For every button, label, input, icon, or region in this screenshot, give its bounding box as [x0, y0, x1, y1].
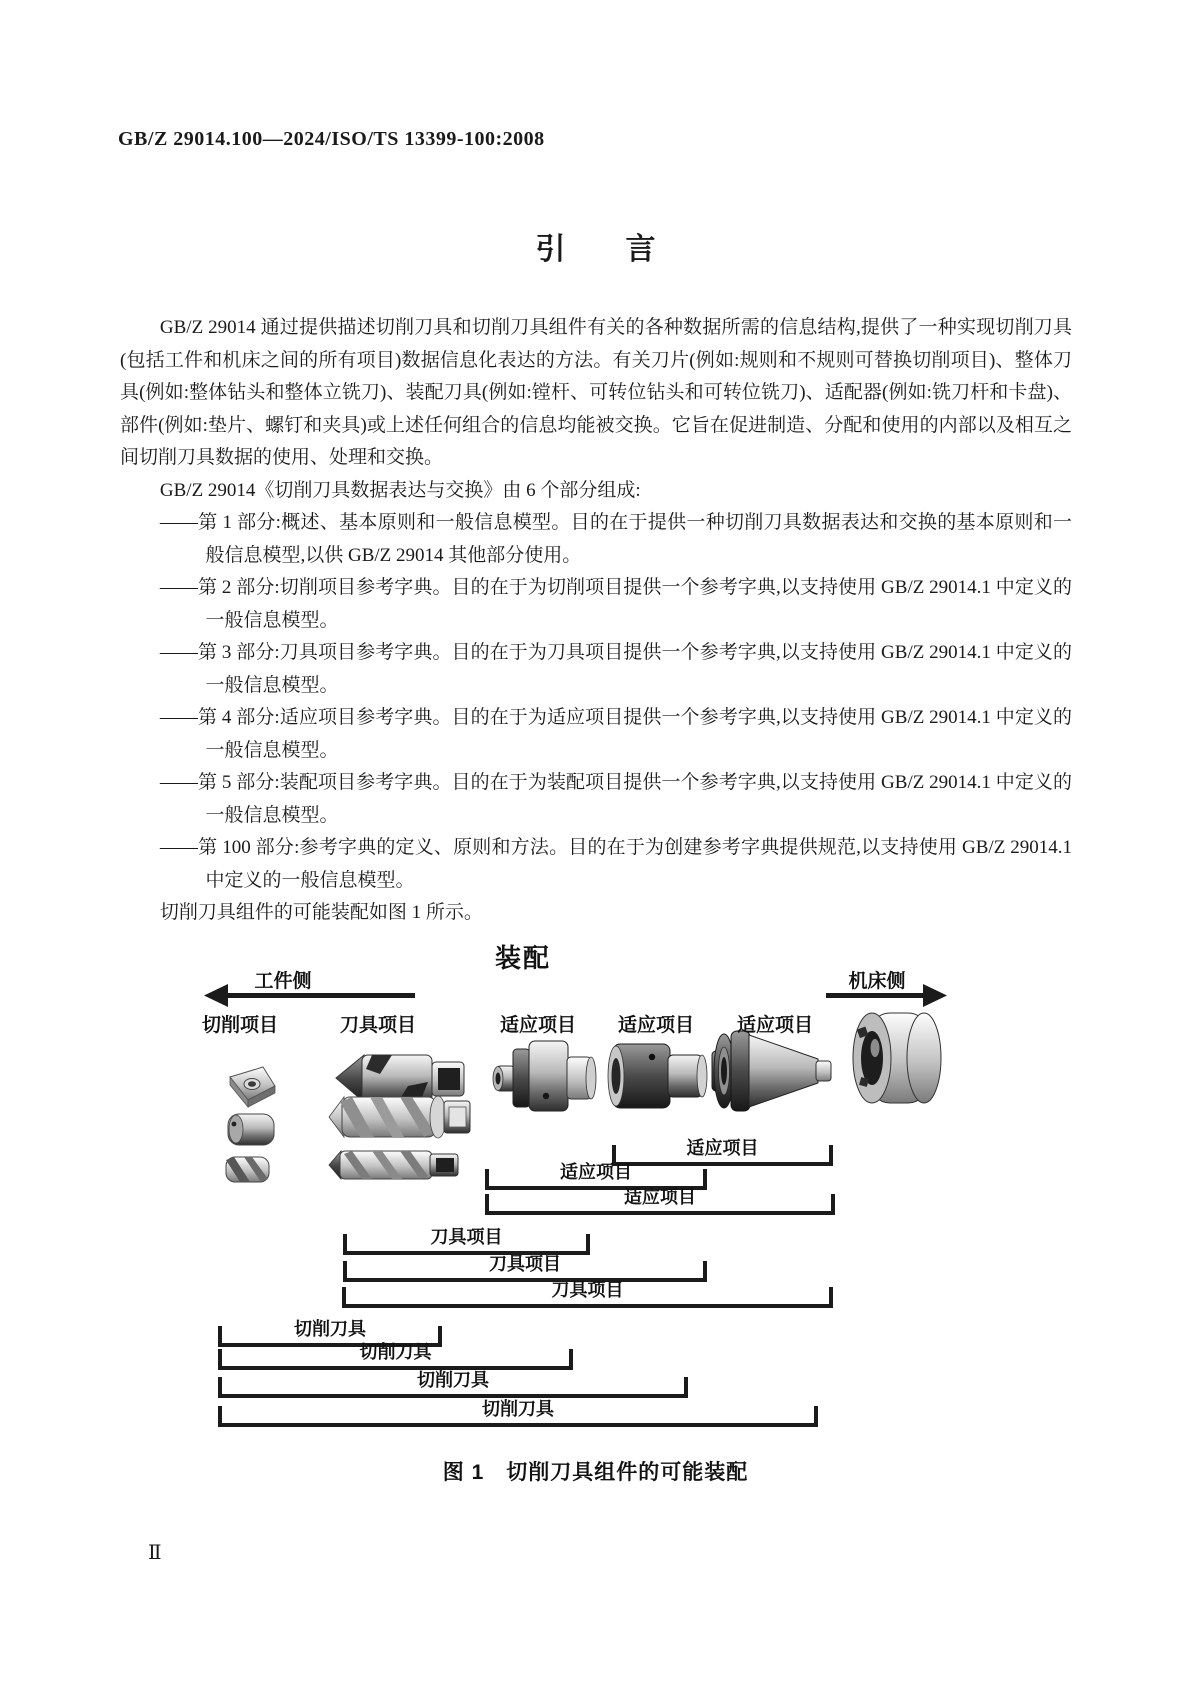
spindle-icon	[853, 1013, 941, 1103]
body-text	[120, 312, 1072, 930]
closing-line: 切削刀具组件的可能装配如图 1 所示。	[159, 902, 483, 923]
figure-bracket-label: 适应项目	[560, 1162, 632, 1182]
part-list-item: ——第 5 部分:装配项目参考字典。目的在于为装配项目提供一个参考字典,以支持使用 GB/Z 29014.1 中定义的一般信息模型。	[159, 772, 1072, 826]
figure-bracket-label: 刀具项目	[430, 1227, 503, 1247]
intro-paragraph-2: GB/Z 29014《切削刀具数据表达与交换》由 6 个部分组成:	[159, 479, 641, 501]
drill-icon-2	[329, 1096, 470, 1138]
parts-list	[120, 507, 1072, 897]
figure-bracket-label: 刀具项目	[489, 1254, 561, 1274]
figure-bracket-label: 切削刀具	[417, 1370, 489, 1390]
insert-icon-2	[228, 1114, 274, 1145]
figure-1	[0, 936, 1191, 1526]
workpiece-side-label: 工件侧	[254, 971, 312, 992]
adapter-icon-2	[608, 1044, 707, 1108]
figure-bracket-label: 适应项目	[624, 1187, 696, 1207]
insert-icon-1	[230, 1067, 275, 1107]
adapter-icon-1	[493, 1041, 596, 1111]
figure-bracket	[485, 1187, 835, 1215]
standard-number-header: GB/Z 29014.100—2024/ISO/TS 13399-100:2008	[118, 128, 545, 150]
figure-bracket-label: 适应项目	[686, 1138, 759, 1158]
figure-bracket-label: 切削刀具	[294, 1319, 366, 1339]
intro-paragraph-1: GB/Z 29014 通过提供描述切削刀具和切削刀具组件有关的各种数据所需的信息结构,提供了一种实现切削刀具(包括工件和机床之间的所有项目)数据信息化表达的方法。有关刀片(例如:规则和不规则可替换切削项目)、整体刀具(例如:整体钻头和整体立铣刀)、装配刀具(例如:镗杆、可转位钻头和可转位铣刀)、适配器(例如:铣刀杆和卡盘)、部件(例如:垫片、螺钉和夹具)或上述任何组合的信息均能被交换。它旨在促进制造、分配和使用的内部以及相互之间切削刀具数据的使用、处理和交换。	[120, 317, 1072, 468]
figure-bracket-label: 切削刀具	[359, 1342, 432, 1362]
drill-icon-1	[336, 1055, 464, 1102]
part-list-item: ——第 2 部分:切削项目参考字典。目的在于为切削项目提供一个参考字典,以支持使用 GB/Z 29014.1 中定义的一般信息模型。	[159, 577, 1072, 631]
figure-bracket-label: 切削刀具	[482, 1399, 554, 1419]
drill-icon-3	[329, 1151, 458, 1179]
figure-bracket	[342, 1280, 833, 1308]
adapter-icon-3	[712, 1031, 831, 1111]
machine-side-label: 机床侧	[848, 971, 906, 992]
insert-icon-3	[226, 1157, 269, 1182]
part-list-item: ——第 100 部分:参考字典的定义、原则和方法。目的在于为创建参考字典提供规范,以支持使用 GB/Z 29014.1 中定义的一般信息模型。	[159, 837, 1072, 891]
figure-column-label: 适应项目	[499, 1015, 577, 1036]
figure-1-diagram	[0, 936, 1191, 1526]
figure-caption: 图 1 切削刀具组件的可能装配	[442, 1461, 749, 1484]
figure-bracket	[218, 1399, 818, 1427]
figure-column-label: 刀具项目	[339, 1015, 417, 1036]
page-number: Ⅱ	[148, 1542, 162, 1564]
figure-bracket-label: 刀具项目	[551, 1280, 624, 1300]
figure-column-label: 适应项目	[617, 1015, 695, 1036]
page-title: 引 言	[535, 233, 656, 266]
figure-column-label: 切削项目	[201, 1015, 279, 1036]
figure-column-label: 适应项目	[736, 1015, 814, 1036]
figure-title: 装配	[494, 943, 552, 973]
part-list-item: ——第 1 部分:概述、基本原则和一般信息模型。目的在于提供一种切削刀具数据表达和交换的基本原则和一般信息模型,以供 GB/Z 29014 其他部分使用。	[159, 512, 1072, 566]
part-list-item: ——第 4 部分:适应项目参考字典。目的在于为适应项目提供一个参考字典,以支持使用 GB/Z 29014.1 中定义的一般信息模型。	[159, 707, 1072, 761]
part-list-item: ——第 3 部分:刀具项目参考字典。目的在于为刀具项目提供一个参考字典,以支持使用 GB/Z 29014.1 中定义的一般信息模型。	[159, 642, 1072, 696]
